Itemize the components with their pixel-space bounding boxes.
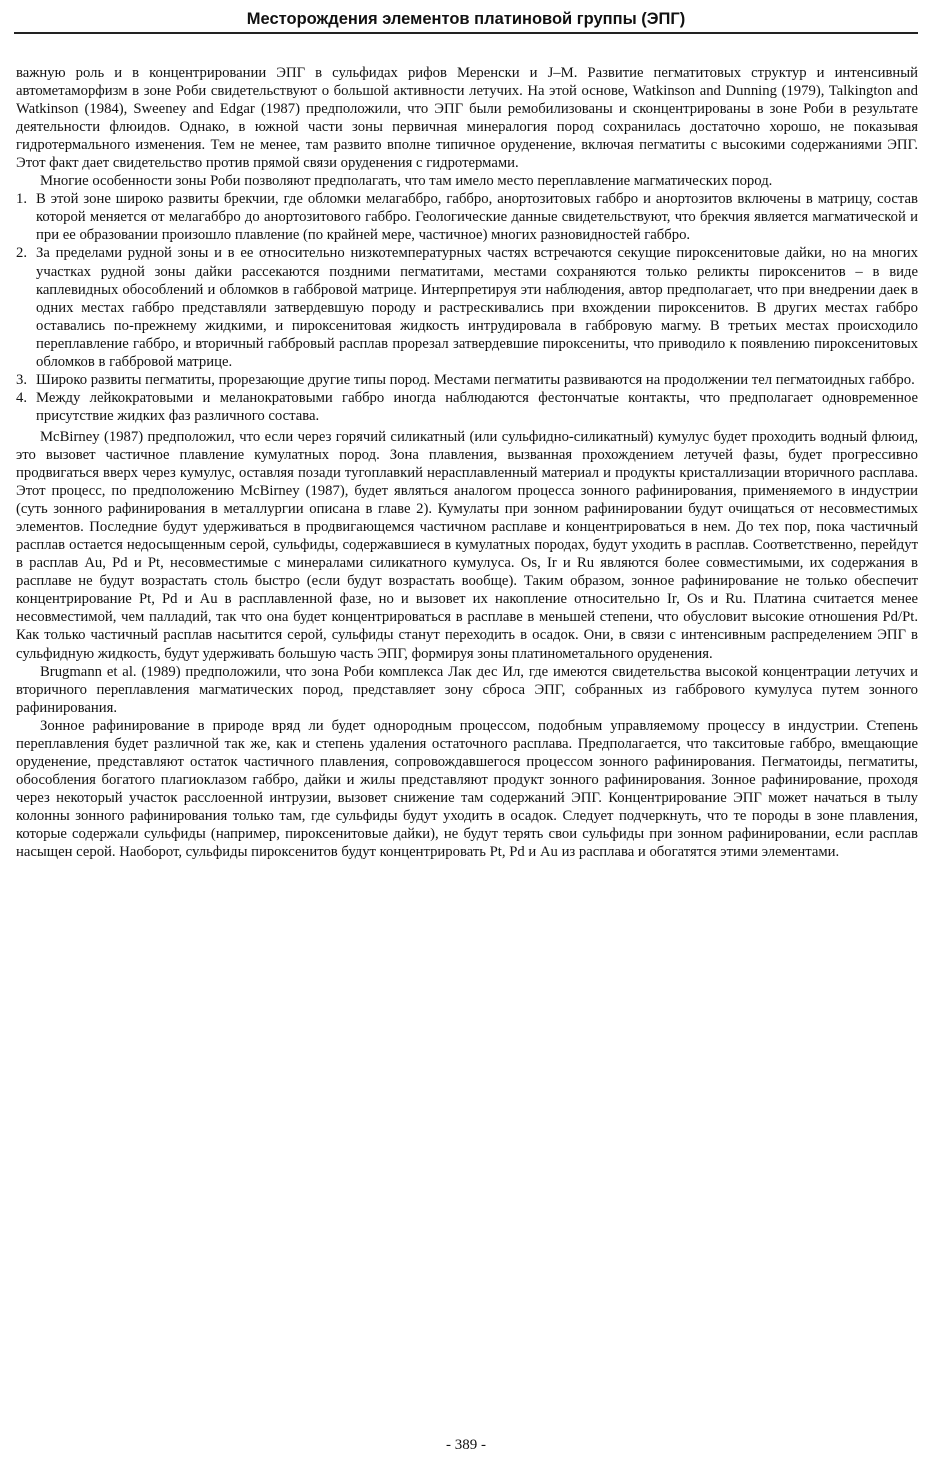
list-item-number: 3.	[16, 371, 28, 388]
list-item-number: 4.	[16, 389, 28, 406]
running-header: Месторождения элементов платиновой группы (ЭПГ)	[246, 10, 686, 28]
paragraph-continued: важную роль и в концентрировании ЭПГ в сульфидах рифов Меренски и J–M. Развитие пегматитовых структур и интенсивный автометаморфизм в зоне Роби свидетельствуют о большой активности летучих. На этой основе, Watkinson and Dunning (1979), Talkington and Watkinson (1984), Sweeney and Edgar (1987) предположили, что ЭПГ были ремобилизованы и сконцентрированы в зоне Роби в результате деятельности флюидов. Однако, в южной части зоны первичная минералогия пород сохранилась достаточно хорошо, не показывая гидротермального изменения. Тем не менее, там развито вполне типичное оруденение, включая пегматиты с высокими содержаниями ЭПГ. Этот факт дает свидетельство против прямой связи оруденения с гидротермами.	[16, 65, 918, 172]
list-item	[16, 190, 918, 244]
list-item-number: 1.	[16, 191, 28, 208]
list-item	[16, 389, 918, 425]
paragraph-mcbirney: McBirney (1987) предположил, что если через горячий силикатный (или сульфидно-силикатный) кумулус будет проходить водный флюид, это вызовет частичное плавление кумулатных пород. Зона плавления, вызванная прохождением летучей фазы, будет прогрессивно продвигаться вверх через кумулус, оставляя позади тугоплавкий нерасплавленный материал и продукты кристаллизации вторичного расплава. Этот процесс, по предположению McBirney (1987), будет являться аналогом процесса зонного рафинирования, применяемого в индустрии (суть зонного рафинирования в металлургии описана в главе 2). Кумулаты при зонном рафинировании будут очищаться от несовместимых элементов. Последние будут удерживаться в продвигающемся частичном расплаве и концентрироваться в нем. До тех пор, пока частичный расплав остается недосыщенным серой, сульфиды, содержавшиеся в кумулатных породах, будут уходить в расплав. Соответственно, перейдут в расплав Au, Pd и Pt, несовместимые с минералами силикатного кумулуса. Os, Ir и Ru являются более совместимыми, их содержания в расплаве не будут возрастать столь быстро (если будут возрастать вообще). Таким образом, зонное рафинирование не только обеспечит концентрирование Pt, Pd и Au в расплавленной фазе, но и вызовет их накопление относительно Ir, Os и Ru. Платина считается менее несовместимой, чем палладий, так что она будет концентрироваться в расплаве в меньшей степени, что обусловит высокие отношения Pd/Pt. Как только частичный расплав насытится серой, сульфиды станут переходить в осадок. Они, в связи с интенсивным распределением ЭПГ в сульфидную жидкость, будут удерживать большую часть ЭПГ, формируя зоны платинометального оруденения.	[16, 428, 918, 662]
list-item-text: В этой зоне широко развиты брекчии, где обломки мелагаббро, габбро, анортозитовых габбро и анортозитов включены в матрицу, состав которой меняется от мелагаббро до анортозитового габбро. Геологические данные свидетельствуют, что брекчия является магматической и при ее образовании произошло плавление (по крайней мере, частичное) многих разновидностей габбро.	[36, 191, 918, 244]
numbered-list	[16, 190, 918, 425]
paragraph-zone-refining: Зонное рафинирование в природе вряд ли будет однородным процессом, подобным управляемому процессу в индустрии. Степень переплавления будет различной так же, как и степень удаления остаточного расплава. Предполагается, что такситовые габбро, вмещающие оруденение, представляют остаток частичного плавления, сопровождавшегося процессом зонного рафинирования. Пегматоиды, пегматиты, обособления богатого плагиоклазом габбро, дайки и жилы представляют продукт зонного рафинирования. Зонное рафинирование, проходя через некоторый участок расслоенной интрузии, вызовет снижение там содержаний ЭПГ. Концентрирование ЭПГ может начаться в тылу колонны зонного рафинирования только там, где сульфиды будут уходить в осадок. Следует подчеркнуть, что те породы в зоне плавления, которые содержали сульфиды (например, пироксенитовые дайки), не будут терять свои сульфиды при зонном рафинировании, если расплав насыщен серой. Наоборот, сульфиды пироксенитов будут концентрировать Pt, Pd и Au из расплава и обогатятся этими элементами.	[16, 717, 918, 861]
list-item-text: Широко развиты пегматиты, прорезающие другие типы пород. Местами пегматиты развиваются на продолжении тел пегматоидных габбро.	[36, 371, 915, 388]
list-item-text: За пределами рудной зоны и в ее относительно низкотемпературных частях встречаются секущие пироксенитовые дайки, но на многих участках рудной зоны дайки рассекаются поздними пегматитами, местами сохраняются только реликты пироксенитов – в виде каплевидных обособлений и обломков в габбровой матрице. Интерпретируя эти наблюдения, автор предполагает, что при внедрении даек в одних местах габбро представляли затвердевшую породу и растрескивались при вхождении пироксенитов. В других местах габбро оставались по-прежнему жидкими, и пироксенитовая жидкость интрудировала в габбровую магму. В третьих местах происходило переплавление габбро, и вторичный габбровый расплав прорезал затвердевшие пироксениты, что приводило к появлению пироксенитовых обломков в габбровой матрице.	[36, 245, 918, 370]
paragraph-intro-list: Многие особенности зоны Роби позволяют предполагать, что там имело место переплавление магматических пород.	[40, 173, 773, 190]
list-item	[16, 371, 918, 389]
header-rule	[14, 32, 918, 34]
list-item	[16, 244, 918, 370]
list-item-text: Между лейкократовыми и меланократовыми габбро иногда наблюдаются фестончатые контакты, что предполагает одновременное присутствие жидких фаз различного состава.	[36, 389, 918, 424]
body-text	[16, 64, 918, 861]
paragraph-brugmann: Brugmann et al. (1989) предположили, что зона Роби комплекса Лак дес Ил, где имеются свидетельства высокой концентрации летучих и вторичного переплавления магматических пород, представляет зону сброса ЭПГ, собранных из габбрового кумулуса путем зонного рафинирования.	[16, 663, 918, 716]
list-item-number: 2.	[16, 245, 28, 262]
page-number: - 389 -	[446, 1437, 486, 1453]
